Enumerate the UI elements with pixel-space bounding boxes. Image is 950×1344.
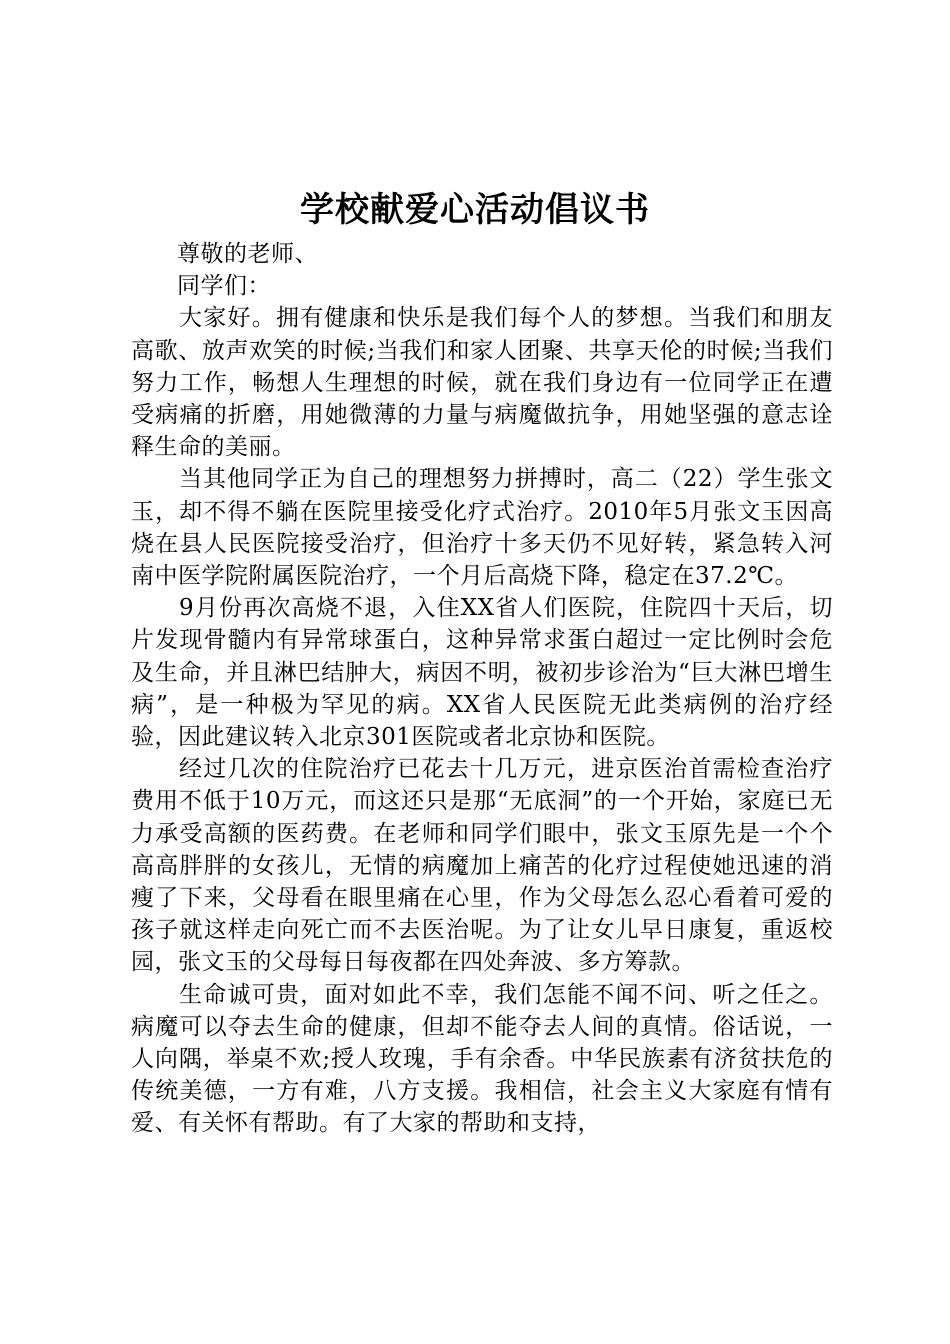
salutation-line-2: 同学们： <box>177 273 271 300</box>
paragraph-3: 9月份再次高烧不退，入住XX省人们医院，住院四十天后，切片发现骨髓内有异常球蛋白，这种异常求蛋白超过一定比例时会危及生命，并且淋巴结肿大，病因不明，被初步诊治为“巨大淋巴增生病”，是一种极为罕见的病。XX省人民医院无此类病例的治疗经验，因此建议转入北京301医院或者北京协和医院。 <box>131 595 833 751</box>
paragraph-4: 经过几次的住院治疗已花去十几万元，进京医治首需检查治疗费用不低于10万元，而这还只是那“无底洞”的一个开始，家庭已无力承受高额的医药费。在老师和同学们眼中，张文玉原先是一个个高高胖胖的女孩儿，无情的病魔加上痛苦的化疗过程使她迅速的消瘦了下来，父母看在眼里痛在心里，作为父母怎么忍心看着可爱的孩子就这样走向死亡而不去医治呢。为了让女儿早日康复，重返校园，张文玉的父母每日每夜都在四处奔波、多方筹款。 <box>131 756 833 976</box>
salutation-line-1: 尊敬的老师、 <box>177 241 318 267</box>
paragraph-2: 当其他同学正为自己的理想努力拼搏时，高二（22）学生张文玉，却不得不躺在医院里接受化疗式治疗。2010年5月张文玉因高烧在县人民医院接受治疗，但治疗十多天仍不见好转，紧急转入河南中医学院附属医院治疗，一个月后高烧下降，稳定在37.2℃。 <box>131 466 833 590</box>
document-title: 学校献爱心活动倡议书 <box>300 190 650 230</box>
paragraph-1: 大家好。拥有健康和快乐是我们每个人的梦想。当我们和朋友高歌、放声欢笑的时候;当我们和家人团聚、共享天伦的时候;当我们努力工作，畅想人生理想的时候，就在我们身边有一位同学正在遭受病痛的折磨，用她微薄的力量与病魔做抗争，用她坚强的意志诠释生命的美丽。 <box>131 305 833 461</box>
document-body <box>131 238 833 1140</box>
paragraph-5: 生命诚可贵，面对如此不幸，我们怎能不闻不问、听之任之。病魔可以夺去生命的健康，但却不能夺去人间的真情。俗话说，一人向隅，举桌不欢;授人玫瑰，手有余香。中华民族素有济贫扶危的传统美德，一方有难，八方支援。我相信，社会主义大家庭有情有爱、有关怀有帮助。有了大家的帮助和支持， <box>131 981 833 1137</box>
